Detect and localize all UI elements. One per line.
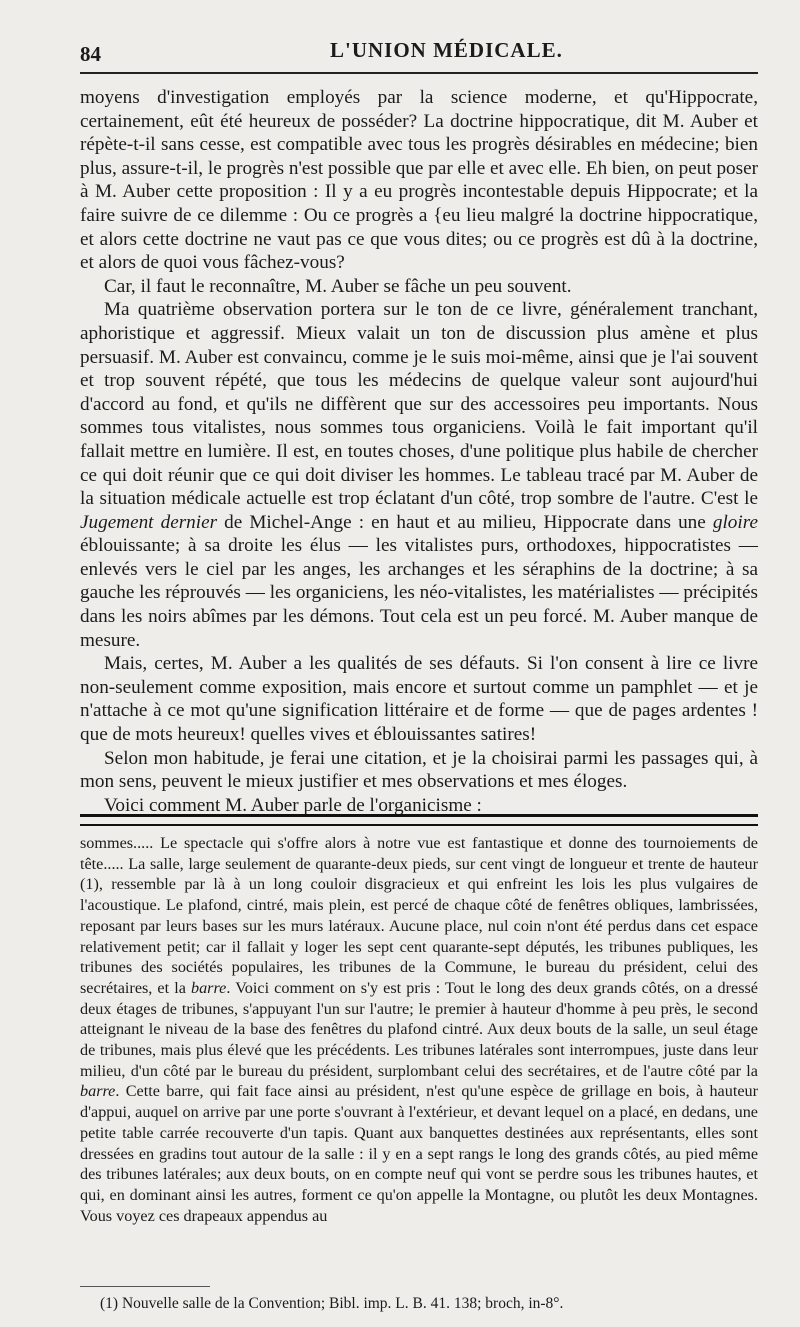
paragraph-3-text-b: de Michel-Ange : en haut et au milieu, Hippocrate dans une xyxy=(217,511,713,533)
quotation-block xyxy=(80,833,758,1226)
paragraph-3 xyxy=(80,298,758,652)
paragraph-3-text-a: Ma quatrième observation portera sur le ton de ce livre, généralement tranchant, aphoristique et aggressif. Mieux valait un ton de discussion plus amène et plus persuasif. M. Auber est convaincu, comme je le suis moi-même, ainsi que je l'ai souvent et trop souvent répété, que tous les médecins de quelque valeur sont aujourd'hui d'accord au fond, et qu'ils ne diffèrent que sur des accessoires peu importants. Nous sommes tous vitalistes, nous sommes tous organiciens. Voilà le fait important qu'il fallait mettre en lumière. Il est, en toutes choses, d'une politique plus habile de chercher ce qui doit réunir que ce qui doit diviser les hommes. Le tableau tracé par M. Auber de la situation médicale actuelle est trop éclatant d'un côté, trop sombre de l'autre. C'est le xyxy=(80,299,758,510)
paragraph-5: Selon mon habitude, je ferai une citation, et je la choisirai parmi les passages qui, à mon sens, peuvent le mieux justifier et mes observations et mes éloges. xyxy=(80,747,758,793)
quotation-part-3: . Cette barre, qui fait face ainsi au président, n'est qu'une espèce de grillage en bois, à hauteur d'appui, auquel on arrive par une porte s'ouvrant à l'extérieur, et devant lequel on a placé, en dedans, une petite table carrée recouverte d'un tapis. Quant aux banquettes destinées aux représentants, elles sont dressées en gradins tout autour de la salle : il y en a sept rangs le long des grands côtés, au pied même des tribunes latérales; aux deux bouts, on en compte neuf qui vont se perdre sous les tribunes hautes, et qui, en dominant ainsi les autres, forment ce qu'on appelle la Montagne, ou plutôt les deux Montagnes. Vous voyez ces drapeaux appendus au xyxy=(80,1082,758,1225)
quotation-text xyxy=(80,833,758,1226)
paragraph-6: Voici comment M. Auber parle de l'organicisme : xyxy=(104,794,482,816)
paragraph-2: Car, il faut le reconnaître, M. Auber se fâche un peu souvent. xyxy=(104,275,572,297)
quote-separator-rule xyxy=(80,814,758,826)
footnote: (1) Nouvelle salle de la Convention; Bibl. imp. L. B. 41. 138; broch, in-8°. xyxy=(100,1295,564,1312)
italic-jugement-dernier: Jugement dernier xyxy=(80,511,218,533)
paragraph-4: Mais, certes, M. Auber a les qualités de ses défauts. Si l'on consent à lire ce livre non-seulement comme exposition, mais encore et surtout comme un pamphlet — et je n'attache à ce mot qu'une signification littéraire et de forme — que de pages ardentes ! que de mots heureux! quelles vives et éblouissantes satires! xyxy=(80,653,758,746)
italic-barre-2: barre xyxy=(80,1082,116,1101)
paragraph-1: moyens d'investigation employés par la science moderne, et qu'Hippocrate, certainement, eût été heureux de posséder? La doctrine hippocratique, dit M. Auber et répète-t-il sans cesse, est compatible avec tous les progrès désirables en médecine; bien plus, assure-t-il, le progrès n'est possible que par elle et avec elle. Eh bien, on peut poser à M. Auber cette proposition : Il y a eu progrès incontestable depuis Hippocrate; et la faire suivre de ce dilemme : Ou ce progrès a {eu lieu malgré la doctrine hippocratique, et alors cette doctrine ne vaut pas ce que vous dites; ou ce progrès est dû à la doctrine, et alors de quoi vous fâchez-vous? xyxy=(80,87,759,274)
header-rule xyxy=(80,72,758,74)
footnote-rule xyxy=(80,1286,210,1287)
paragraph-3-text-c: éblouissante; à sa droite les élus — les vitalistes purs, orthodoxes, hippocratistes — enlevés vers le ciel par les anges, les archanges et les séraphins de la doctrine; à sa gauche les réprouvés — les organiciens, les néo-vitalistes, les matérialistes — précipités dans les noirs abîmes par les démons. Tout cela est un peu forcé. M. Auber manque de mesure. xyxy=(80,535,758,651)
italic-barre-1: barre xyxy=(190,978,227,997)
running-head xyxy=(80,0,758,66)
quotation-part-2: . Voici comment on s'y est pris : Tout le long des deux grands côtés, on a dressé deux étages de tribunes, s'appuyant l'un sur l'autre; le premier à hauteur d'homme à peu près, le second atteignant le niveau de la base des fenêtres du plafond cintré. Aux deux bouts de la salle, un seul étage de tribunes, mais plus élevé que les précédents. Les tribunes latérales sont interrompues, juste dans leur milieu, d'un côté par le bureau du président, surplombant celui des secrétaires, et de l'autre côté par la xyxy=(80,978,758,1080)
article-body xyxy=(80,86,758,817)
italic-gloire: gloire xyxy=(712,511,758,533)
quotation-part-1: sommes..... Le spectacle qui s'offre alors à notre vue est fantastique et donne des tournoiements de tête..... La salle, large seulement de quarante-deux pieds, sur cent vingt de longueur et trente de hauteur (1), ressemble par là à un long couloir disgracieux et qui enfreint les lois les plus vulgaires de l'acoustique. Le plafond, cintré, mais plein, est percé de chaque côté de fenêtres obliques, lambrissées, reposant par leurs bases sur les murs latéraux. Aucune place, nul coin n'ont été perdus dans cet espace relativement petit; car il fallait y loger les sept cent quarante-sept députés, les tribunes publiques, les tribunes des sociétés populaires, les tribunes de la Commune, le bureau du président, celui des secrétaires, et la xyxy=(80,834,758,997)
page-number: 84 xyxy=(80,42,101,66)
journal-title: L'UNION MÉDICALE. xyxy=(330,38,563,62)
